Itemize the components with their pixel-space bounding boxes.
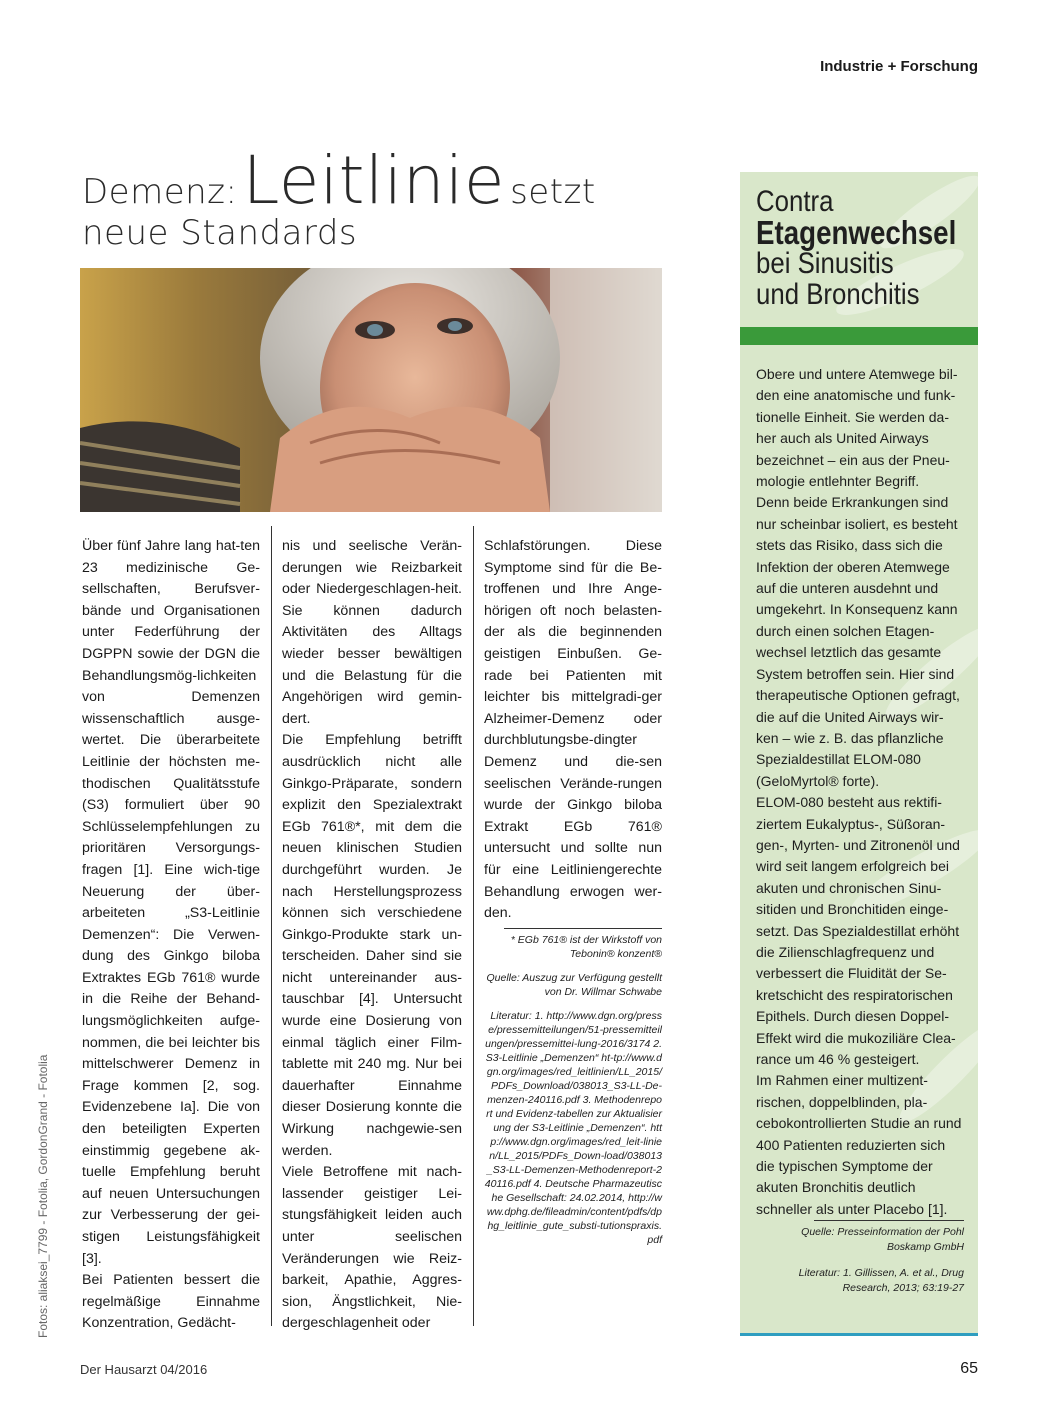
article-column-3 bbox=[484, 536, 662, 925]
sidebar-head-line2: Etagenwechsel bbox=[756, 214, 957, 251]
col1-paragraph-1: Über fünf Jahre lang hat-ten 23 medizinische Ge-sellschaften, Berufsver-bände und Organisationen unter Federführung der DGPPN sowie der DGN die Behandlungsmög-lichkeiten von Demenzen wissenschaftlich ausge-wertet. Die überarbeitete Leitlinie der höchsten me-thodischen Qualitätsstufe (S3) formuliert über 90 Schlüsselempfehlungen zu prioritären Versorgungs-fragen [1]. Eine wich-tige Neuerung der über-arbeiteten „S3-Leitlinie Demenzen“: Die Verwen-dung des Ginkgo biloba Extraktes EGb 761® wurde in die Reihe der Behand-lungsmöglichkeiten aufge-nommen, die bei leichter bis mittelschwerer Demenz in Frage kommen [2, sog. Evidenzebene Ia]. Die von den beteiligten Experten einstimmig gegebene ak-tuelle Empfehlung beruht auf neuen Untersuchungen zur Verbesserung der gei-stigen Leistungsfähigkeit [3]. bbox=[82, 538, 260, 1267]
article-column-1 bbox=[82, 536, 260, 1335]
footer-publication: Der Hausarzt 04/2016 bbox=[80, 1362, 208, 1377]
headline-word-setzt: setzt bbox=[510, 172, 596, 212]
page-number: 65 bbox=[960, 1360, 978, 1377]
sidebar-source: Quelle: Presseinformation der Pohl Boskamp GmbH bbox=[801, 1226, 964, 1253]
footnote-rule bbox=[504, 928, 662, 929]
sidebar-head-line4: und Bronchitis bbox=[756, 278, 920, 311]
article-column-2 bbox=[282, 536, 462, 1335]
sidebar-paragraph-3: ELOM-080 besteht aus rektifi-ziertem Eukalyptus-, Süßoran-gen-, Myrten- und Zitronenöl und wird seit langem erfolgreich bei akuten und chronischen Sinu-sitiden und Bronchitiden einge-setzt. Das Spezialdestillat erhöht die Zilienschlagfrequenz und verbessert die Fluidität der Se-kretschicht des respiratorischen Epithels. Durch diesen Doppel-Effekt wird die mukoziliäre Clea-rance um 46 % gesteigert. bbox=[756, 794, 960, 1067]
sidebar-headline bbox=[756, 186, 972, 310]
sidebar-literature: Literatur: 1. Gillissen, A. et al., Drug Research, 2013; 63:19-27 bbox=[798, 1267, 964, 1294]
sidebar-bottom-rule bbox=[740, 1333, 978, 1336]
section-label: Industrie + Forschung bbox=[820, 58, 978, 75]
article-footnotes bbox=[484, 928, 662, 1257]
sidebar-paragraph-4: Im Rahmen einer multizent-rischen, doppelblinden, pla-cebokontrollierten Studie an rund 400 Patienten reduzierten sich die typischen Symptome der akuten Bronchitis deutlich schneller als unter Placebo [1]. bbox=[756, 1072, 962, 1217]
photo-credit: Fotos: aliaksei_7799 - Fotolia, GordonGrand - Fotolia bbox=[36, 1054, 50, 1338]
sidebar-accent-band bbox=[740, 327, 978, 345]
headline-word-demenz: Demenz: bbox=[82, 172, 238, 212]
sidebar-notes-rule bbox=[814, 1220, 964, 1221]
col3-paragraph-1: Schlafstörungen. Diese Symptome sind für die Be-troffenen und Ihre Ange-hörigen oft noch belasten-der als die beginnenden geistigen Einbußen. Ge-rade bei Patienten mit leichter bis mittelgradi-ger Alzheimer-Demenz oder durchblutungsbe-dingter Demenz und die-sen seelischen Verände-rungen wurde der Ginkgo biloba Extrakt EGb 761® untersucht und sollte nun für eine Leitliniengerechte Behandlung erwogen wer-den. bbox=[484, 538, 662, 922]
sidebar-paragraph-1: Obere und untere Atemwege bil-den eine anatomische und funk-tionelle Einheit. Sie werden da-her auch als United Airways bezeichnet – ein aus der Pneu-mologie entlehnter Begriff. bbox=[756, 366, 958, 490]
article-photo bbox=[80, 268, 662, 512]
col2-paragraph-1: nis und seelische Verän-derungen wie Reizbarkeit oder Niedergeschlagen-heit. Sie können dadurch Aktivitäten des Alltags wieder besser bewältigen und die Belastung für die Angehörigen wird gemin-dert. bbox=[282, 538, 462, 727]
sidebar-notes bbox=[756, 1220, 964, 1307]
sidebar-body bbox=[756, 364, 964, 1220]
sidebar-head-line3: bei Sinusitis bbox=[756, 247, 894, 280]
headline-line2: neue Standards bbox=[82, 213, 358, 253]
headline-word-leitlinie: Leitlinie bbox=[242, 142, 505, 219]
sidebar-head-line1: Contra bbox=[756, 185, 834, 218]
footnote-star: * EGb 761® ist der Wirkstoff von Tebonin® konzent® bbox=[510, 934, 662, 960]
column-divider bbox=[473, 526, 474, 1326]
footnote-literature: Literatur: 1. http://www.dgn.org/presse/pressemitteilungen/51-pressemitteilungen/pressemittei-lung-2016/3174 2. S3-Leitlinie „Demenzen“ ht-tp://www.dgn.org/images/red_leitlinien/LL_2015/PDFs_Download/038013_S3-LL-De-menzen-240116.pdf 3. Methodenreport und Evidenz-tabellen zur Aktualisierung der S3-Leitlinie „Demenzen“. http://www.dgn.org/images/red_leit-linien/LL_2015/PDFs_Down-load/038013_S3-LL-Demenzen-Methodenreport-240116.pdf 4. Deutsche Pharmazeutische Gesellschaft: 24.02.2014, http://www.dphg.de/fileadmin/content/pdfs/dphg_leitlinie_gute_substi-tutionspraxis.pdf bbox=[484, 1010, 662, 1246]
column-divider bbox=[271, 526, 272, 1326]
col2-paragraph-2: Die Empfehlung betrifft ausdrücklich nicht alle Ginkgo-Präparate, sondern explizit den Spezialextrakt EGb 761®*, mit dem die neuen klinischen Studien durchgeführt wurden. Je nach Herstellungsprozess können sich verschiedene Ginkgo-Produkte stark un-terscheiden. Daher sind sie nicht untereinander aus-tauschbar [4]. Untersucht wurde eine Dosierung von einmal täglich einer Film-tablette mit 240 mg. Nur bei dauerhafter Einnahme dieser Dosierung konnte die Wirkung nachgewie-sen werden. bbox=[282, 732, 462, 1159]
article-headline bbox=[82, 142, 702, 253]
col1-paragraph-2: Bei Patienten bessert die regelmäßige Einnahme Konzentration, Gedächt- bbox=[82, 1272, 260, 1332]
footnote-source: Quelle: Auszug zur Verfügung gestellt von Dr. Willmar Schwabe bbox=[486, 972, 662, 998]
col2-paragraph-3: Viele Betroffene mit nach-lassender geistiger Lei-stungsfähigkeit leiden auch unter seelischen Veränderungen wie Reiz-barkeit, Apathie, Aggres-sion, Ängstlichkeit, Nie-dergeschlagenheit oder bbox=[282, 1164, 462, 1332]
sidebar-paragraph-2: Denn beide Erkrankungen sind nur scheinbar isoliert, es besteht stets das Risiko, dass sich die Infektion der oberen Atemwege auf die unteren ausdehnt und umgekehrt. In Konsequenz kann durch einen solchen Etagen-wechsel letztlich das gesamte System betroffen sein. Hier sind therapeutische Optionen gefragt, die auf die United Airways wir-ken – wie z. B. das pflanzliche Spezialdestillat ELOM-080 (GeloMyrtol® forte). bbox=[756, 494, 960, 789]
